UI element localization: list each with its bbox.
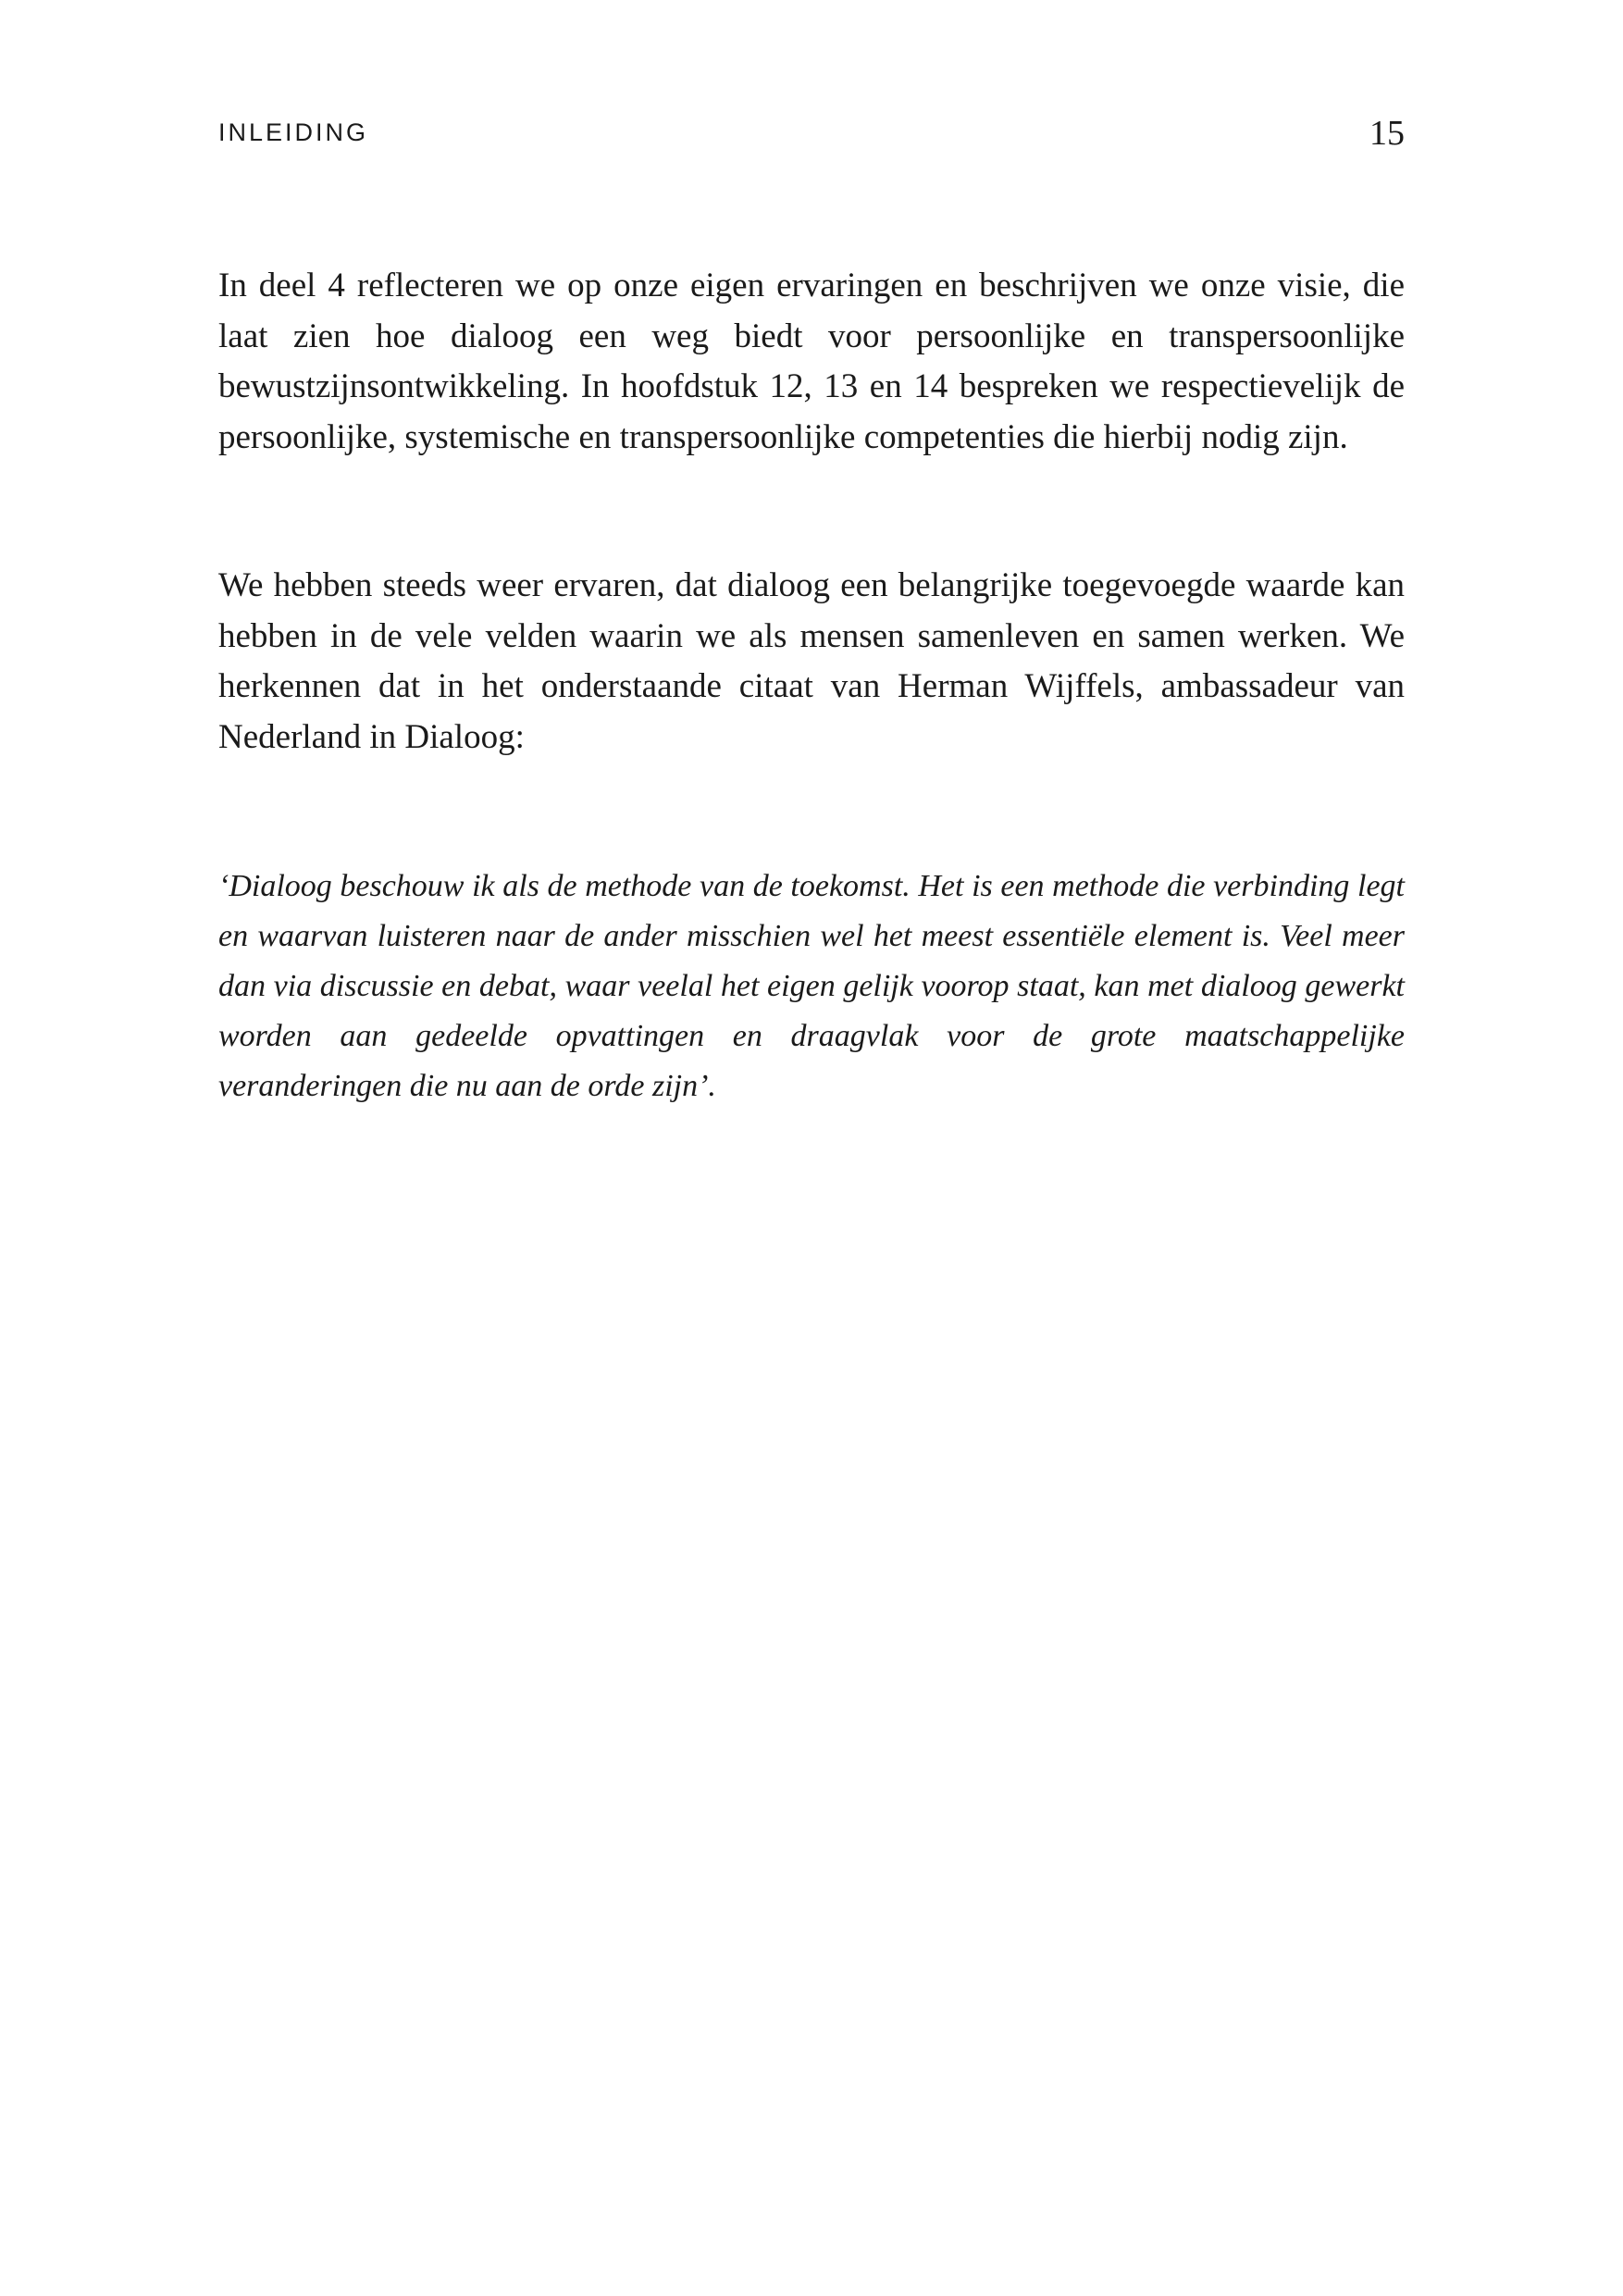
section-title: INLEIDING xyxy=(218,118,369,146)
running-header xyxy=(218,113,1405,153)
body-paragraph: We hebben steeds weer ervaren, dat dialoog een belangrijke toegevoegde waarde kan hebben in de vele velden waarin we als mensen samenleven en samen werken. We herkennen dat in het onderstaande citaat van Herman Wijffels, ambassadeur van Nederland in Dialoog: xyxy=(218,566,1405,756)
block-quote: ‘Dialoog beschouw ik als de methode van de toekomst. Het is een methode die verbinding legt en waarvan luisteren naar de ander misschien wel het meest essentiële element is. Veel meer dan via discussie en debat, waar veelal het eigen gelijk voorop staat, kan met dialoog gewerkt worden aan gedeelde opvattingen en draagvlak voor de grote maatschappelijke veranderingen die nu aan de orde zijn’. xyxy=(218,869,1405,1103)
body-paragraph: In deel 4 reflecteren we op onze eigen ervaringen en beschrijven we onze visie, die laat zien hoe dialoog een weg biedt voor persoonlijke en transpersoonlijke bewustzijnsontwikkeling. In hoofdstuk 12, 13 en 14 bespreken we respectievelijk de persoonlijke, systemische en transpersoonlijke competenties die hierbij nodig zijn. xyxy=(218,267,1405,456)
page-number: 15 xyxy=(1369,114,1405,153)
